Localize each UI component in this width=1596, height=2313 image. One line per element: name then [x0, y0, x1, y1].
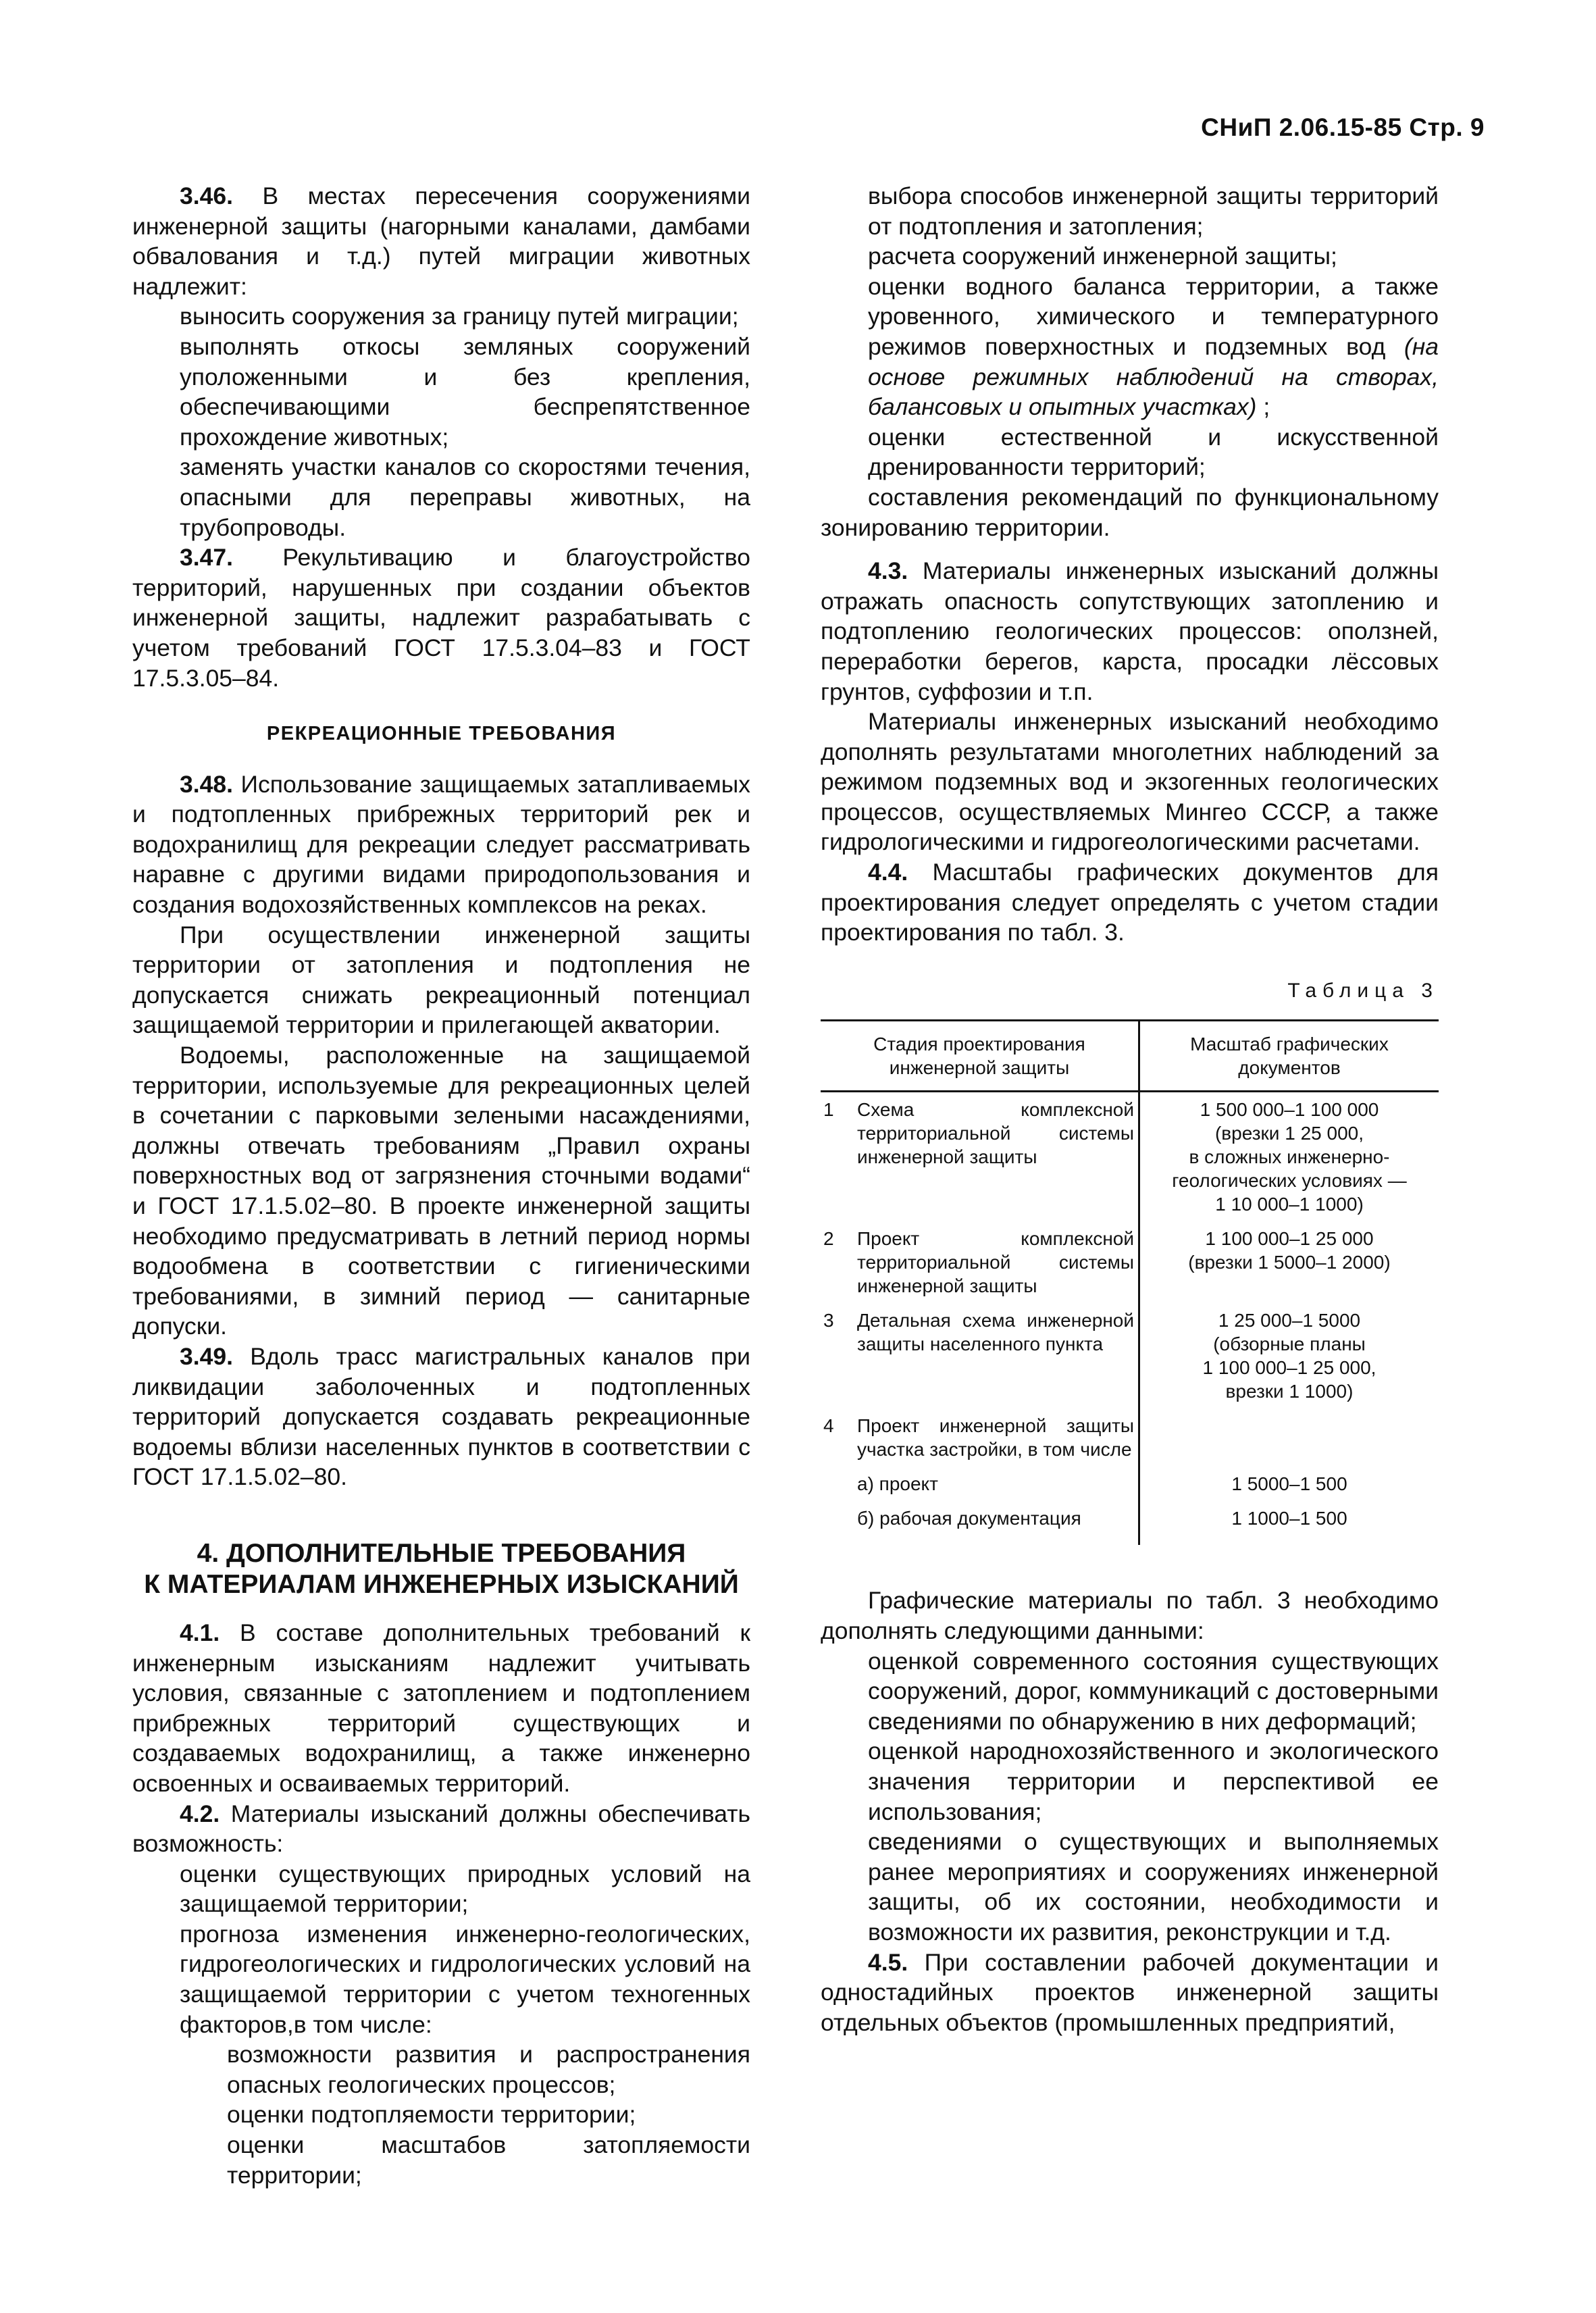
row-stage: Проект комплексной территориальной системы инженерной защиты [853, 1221, 1139, 1303]
clause-number: 4.2. [180, 1800, 220, 1827]
table-caption: Таблица 3 [1287, 979, 1439, 1002]
table-header-stage: Стадия проектирования инженерной защиты [821, 1021, 1139, 1092]
clause-number: 4.5. [868, 1948, 908, 1976]
list-subitem: оценки подтопляемости территории; [227, 2101, 636, 2129]
clause-number: 4.4. [868, 859, 908, 886]
row-number: 3 [823, 1310, 834, 1331]
list-item-tail: ; [1256, 393, 1270, 421]
paragraph-3-48 [132, 769, 750, 920]
list-item: оценки существующих природных условий на защищаемой территории; [180, 1860, 750, 1918]
list-item: выносить сооружения за границу путей миграции; [180, 303, 739, 330]
right-column [821, 181, 1439, 2037]
paragraph-4-3 [821, 556, 1439, 707]
table-row [821, 1408, 1439, 1467]
row-scale-sub-b: 1 1000–1 500 [1231, 1508, 1347, 1529]
row-scale: 1 25 000–1 5000 (обзорные планы 1 100 000–1 25 000, врезки 1 1000) [1202, 1310, 1376, 1402]
list-item: составления рекомендаций по функциональному зонированию территории. [821, 483, 1439, 541]
paragraph-3-46 [132, 181, 750, 301]
list-item-note: (на основе режимных наблюдений на створах, балансовых и опытных участках) [868, 332, 1439, 421]
list-item: оценки естественной и искусственной дренированности территорий; [868, 423, 1439, 481]
list-item: выбора способов инженерной защиты территорий от подтопления и затопления; [868, 182, 1439, 240]
row-scale [1139, 1408, 1439, 1467]
row-stage: Детальная схема инженерной защиты населенного пункта [853, 1303, 1139, 1408]
list-subitem: оценки масштабов затопляемости территории; [227, 2131, 750, 2189]
row-number: 1 [823, 1099, 834, 1121]
paragraph: Водоемы, расположенные на защищаемой территории, используемые для рекреационных целей в сочетании с парковыми зелеными насаждениями, должны отвечать требованиям „Правил охраны поверхностных вод от загрязнения сточными водами“ и ГОСТ 17.1.5.02–80. В проекте инженерной защиты необходимо предусматривать в летний период нормы водообмена в соответствии с гигиеническими требованиями, в зимний период — санитарные допуски. [132, 1042, 750, 1340]
table-3 [821, 1019, 1439, 1545]
list-subitem: возможности развития и распространения опасных геологических процессов; [227, 2041, 750, 2098]
list-item: прогноза изменения инженерно-геологических, гидрогеологических и гидрологических условий на защищаемой территории с учетом техногенных факторов,в том числе: [180, 1920, 750, 2038]
clause-number: 4.3. [868, 557, 908, 585]
list-item: оценкой современного состояния существующих сооружений, дорог, коммуникаций с достоверными сведениями по обнаружению в них деформаций; [868, 1647, 1439, 1735]
list-item [821, 272, 1439, 422]
table-row [821, 1303, 1439, 1408]
row-stage: Схема комплексной территориальной системы инженерной защиты [853, 1092, 1139, 1222]
paragraph-4-4 [821, 857, 1439, 948]
list-item-text: оценки водного баланса территории, а также уровенного, химического и температурного режимов поверхностных и подземных вод [868, 272, 1439, 360]
row-stage-sub-a: а) проект [853, 1467, 1139, 1501]
left-column [132, 181, 750, 2190]
clause-text: В составе дополнительных требований к инженерным изысканиям надлежит учитывать условия, связанные с затоплением и подтоплением прибрежных территорий существующих и создаваемых водохранилищ, а также инженерно освоенных и осваиваемых территорий. [132, 1619, 750, 1797]
list-item: сведениями о существующих и выполняемых ранее мероприятиях и сооружениях инженерной защиты, об их состоянии, необходимости и возможности их развития, реконструкции и т.д. [868, 1828, 1439, 1946]
list-item: выполнять откосы земляных сооружений уположенными и без крепления, обеспечивающими беспрепятственное прохождение животных; [180, 332, 750, 451]
table-row [821, 1221, 1439, 1303]
table-row [821, 1092, 1439, 1222]
page-header: СНиП 2.06.15-85 Стр. 9 [1201, 113, 1485, 141]
subsection-heading: РЕКРЕАЦИОННЫЕ ТРЕБОВАНИЯ [266, 723, 617, 745]
clause-text: Использование защищаемых затапливаемых и подтопленных прибрежных территорий рек и водохранилищ для рекреации следует рассматривать наравне с другими видами природопользования и создания водохозяйственных комплексов на реках. [132, 770, 750, 919]
row-scale-sub-a: 1 5000–1 500 [1231, 1473, 1347, 1495]
clause-text: В местах пересечения сооружениями инженерной защиты (нагорными каналами, дамбами обвалования и т.д.) путей миграции животных надлежит: [132, 182, 750, 300]
list-item: оценкой народнохозяйственного и экологического значения территории и перспективой ее использования; [868, 1737, 1439, 1825]
table-row [821, 1467, 1439, 1501]
row-scale: 1 100 000–1 25 000 (врезки 1 5000–1 2000) [1188, 1228, 1391, 1273]
section-heading-line1: 4. ДОПОЛНИТЕЛЬНЫЕ ТРЕБОВАНИЯ [197, 1538, 686, 1568]
paragraph: Материалы инженерных изысканий необходимо дополнять результатами многолетних наблюдений за режимом подземных вод и экзогенных геологических процессов, осуществляемых Мингео СССР, а также гидрологическими и гидрогеологическими расчетами. [821, 708, 1439, 856]
table-row [821, 1501, 1439, 1545]
row-number: 4 [823, 1415, 834, 1437]
clause-text: Рекультивацию и благоустройство территорий, нарушенных при создании объектов инженерной защиты, надлежит разрабатывать с учетом требований ГОСТ 17.5.3.04–83 и ГОСТ 17.5.3.05–84. [132, 544, 750, 692]
row-stage: Проект инженерной защиты участка застройки, в том числе [853, 1408, 1139, 1467]
table-header-scale: Масштаб графических документов [1139, 1021, 1439, 1092]
clause-number: 3.47. [180, 544, 233, 571]
paragraph-3-49 [132, 1342, 750, 1492]
paragraph-3-47 [132, 542, 750, 693]
clause-number: 3.46. [180, 182, 233, 209]
row-scale: 1 500 000–1 100 000 (врезки 1 25 000, в сложных инженерно-геологических условиях — 1 10 000–1 1000) [1172, 1099, 1407, 1215]
list-item: заменять участки каналов со скоростями течения, опасными для переправы животных, на трубопроводы. [180, 453, 750, 541]
clause-text: Масштабы графических документов для проектирования следует определять с учетом стадии проектирования по табл. 3. [821, 859, 1439, 946]
paragraph: При осуществлении инженерной защиты территории от затопления и подтопления не допускается снижать рекреационный потенциал защищаемой территории и прилегающей акватории. [132, 921, 750, 1039]
clause-number: 3.48. [180, 770, 233, 798]
clause-number: 4.1. [180, 1619, 220, 1646]
clause-number: 3.49. [180, 1342, 233, 1370]
list-item: расчета сооружений инженерной защиты; [868, 243, 1337, 270]
paragraph-4-2 [132, 1799, 750, 1859]
section-heading-line2: К МАТЕРИАЛАМ ИНЖЕНЕРНЫХ ИЗЫСКАНИЙ [144, 1569, 739, 1599]
row-number: 2 [823, 1228, 834, 1250]
clause-text: Вдоль трасс магистральных каналов при ликвидации заболоченных и подтопленных территорий допускается создавать рекреационные водоемы вблизи населенных пунктов в соответствии с ГОСТ 17.1.5.02–80. [132, 1342, 750, 1491]
clause-text: При составлении рабочей документации и одностадийных проектов инженерной защиты отдельных объектов (промышленных предприятий, [821, 1948, 1439, 2036]
paragraph-4-1 [132, 1618, 750, 1799]
section-heading [132, 1538, 750, 1600]
clause-text: Материалы инженерных изысканий должны отражать опасность сопутствующих затоплению и подтоплению геологических процессов: оползней, переработки берегов, карста, просадки лёссовых грунтов, суффозии и т.п. [821, 557, 1439, 705]
paragraph-4-5 [821, 1948, 1439, 2038]
clause-text: Материалы изысканий должны обеспечивать возможность: [132, 1800, 750, 1858]
row-stage-sub-b: б) рабочая документация [853, 1501, 1139, 1545]
paragraph: Графические материалы по табл. 3 необходимо дополнять следующими данными: [821, 1587, 1439, 1645]
